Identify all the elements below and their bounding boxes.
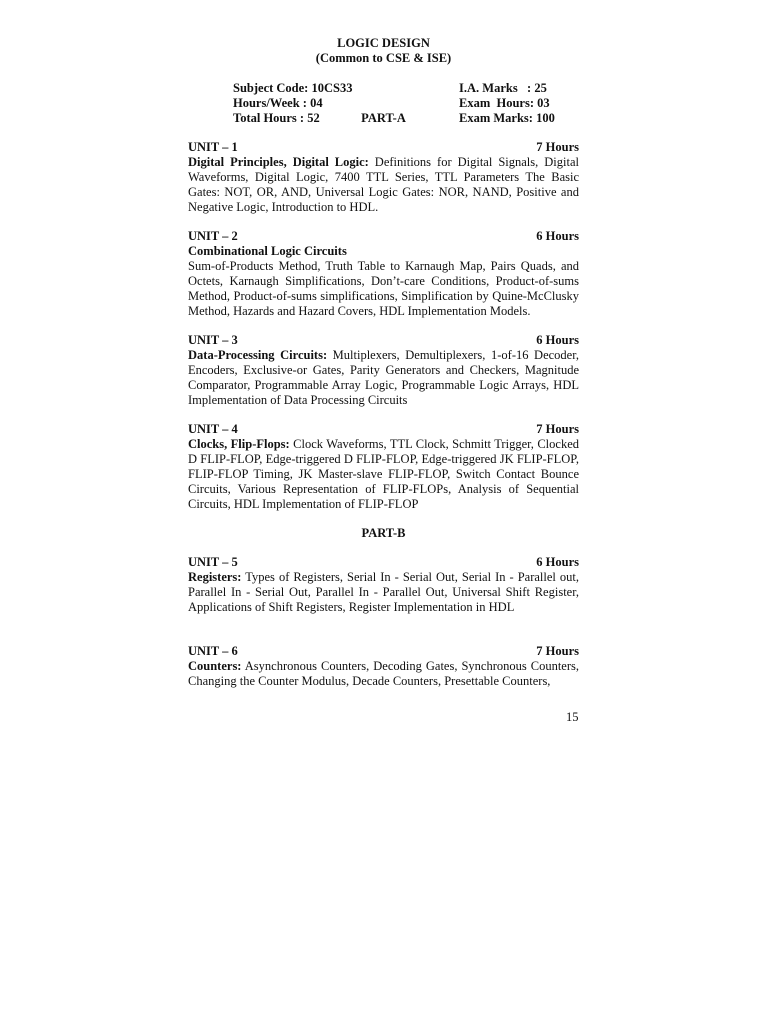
unit-topic-text: Definitions for Digital Signals, Digital Waveforms, Digital Logic, 7400 TTL Series, TTL Parameters The Basic Gates: NOT, OR, AND, Universal Logic Gates: NOR, NAND, Positive and Negative Logic, Introduction to HDL.: [188, 155, 579, 214]
unit-header: [188, 229, 579, 244]
unit-block: [188, 229, 579, 319]
unit-hours: 7 Hours: [536, 140, 579, 154]
unit-header: [188, 422, 579, 437]
unit-hours: 7 Hours: [536, 422, 579, 436]
ia-marks: I.A. Marks : 25: [459, 81, 547, 95]
part-b-units: [188, 555, 579, 689]
exam-hours: Exam Hours: 03: [459, 96, 550, 110]
unit-topic-heading: Clocks, Flip-Flops:: [188, 437, 290, 451]
unit-content: [188, 437, 579, 512]
part-a-units: [188, 140, 579, 512]
unit-hours: 6 Hours: [536, 333, 579, 347]
document-title: LOGIC DESIGN: [337, 36, 430, 50]
unit-topic-text: Sum-of-Products Method, Truth Table to Karnaugh Map, Pairs Quads, and Octets, Karnaugh Simplifications, Don’t-care Conditions, Product-of-sums Method, Product-of-sums simplifications, Simplification by Quine-McClusky Method, Hazards and Hazard Covers, HDL Implementation Models.: [188, 259, 579, 318]
unit-header: [188, 555, 579, 570]
unit-header: [188, 644, 579, 659]
unit-content: [188, 570, 579, 615]
unit-name: UNIT – 4: [188, 422, 238, 436]
unit-content: [188, 244, 579, 319]
unit-name: UNIT – 2: [188, 229, 238, 243]
unit-header: [188, 140, 579, 155]
unit-name: UNIT – 1: [188, 140, 238, 154]
part-a-heading: PART-A: [361, 111, 406, 125]
unit-topic-heading: Counters:: [188, 659, 242, 673]
page-number: 15: [566, 710, 579, 724]
unit-hours: 6 Hours: [536, 229, 579, 243]
unit-block: [188, 644, 579, 689]
unit-topic-text: Multiplexers, Demultiplexers, 1-of-16 Decoder, Encoders, Exclusive-or Gates, Parity Generators and Checkers, Magnitude Comparator, Programmable Array Logic, Programmable Logic Arrays, HDL Implementation of Data Processing Circuits: [188, 348, 579, 407]
unit-block: [188, 555, 579, 615]
subject-code: Subject Code: 10CS33: [233, 81, 353, 95]
unit-topic-heading: Data-Processing Circuits:: [188, 348, 328, 362]
unit-topic-text: Types of Registers, Serial In - Serial Out, Serial In - Parallel out, Parallel In - Serial Out, Parallel In - Parallel Out, Universal Shift Register, Applications of Shift Registers, Register Implementation in HDL: [188, 570, 579, 614]
unit-topic-heading: Registers:: [188, 570, 242, 584]
course-info-right: [459, 81, 559, 126]
unit-topic-heading: Digital Principles, Digital Logic:: [188, 155, 369, 169]
part-b-heading: PART-B: [361, 526, 406, 540]
unit-hours: 6 Hours: [536, 555, 579, 569]
unit-block: [188, 140, 579, 215]
total-hours: Total Hours : 52: [233, 111, 320, 125]
syllabus-page: [188, 36, 579, 703]
unit-content: [188, 155, 579, 215]
unit-name: UNIT – 5: [188, 555, 238, 569]
unit-topic-heading: Combinational Logic Circuits: [188, 244, 347, 258]
unit-block: [188, 333, 579, 408]
unit-block: [188, 422, 579, 512]
course-info-left: [233, 81, 352, 126]
document-subtitle: (Common to CSE & ISE): [315, 51, 452, 65]
unit-topic-text: Asynchronous Counters, Decoding Gates, Synchronous Counters, Changing the Counter Modulus, Decade Counters, Presettable Counters,: [188, 659, 579, 688]
hours-per-week: Hours/Week : 04: [233, 96, 323, 110]
unit-content: [188, 348, 579, 408]
unit-hours: 7 Hours: [536, 644, 579, 658]
unit-topic-text: Clock Waveforms, TTL Clock, Schmitt Trigger, Clocked D FLIP-FLOP, Edge-triggered D FLIP-FLOP, Edge-triggered JK FLIP-FLOP, FLIP-FLOP Timing, JK Master-slave FLIP-FLOP, Switch Contact Bounce Circuits, Various Representation of FLIP-FLOPs, Analysis of Sequential Circuits, HDL Implementation of FLIP-FLOP: [188, 437, 579, 511]
unit-header: [188, 333, 579, 348]
exam-marks: Exam Marks: 100: [459, 111, 555, 125]
unit-content: [188, 659, 579, 689]
unit-name: UNIT – 3: [188, 333, 238, 347]
unit-name: UNIT – 6: [188, 644, 238, 658]
